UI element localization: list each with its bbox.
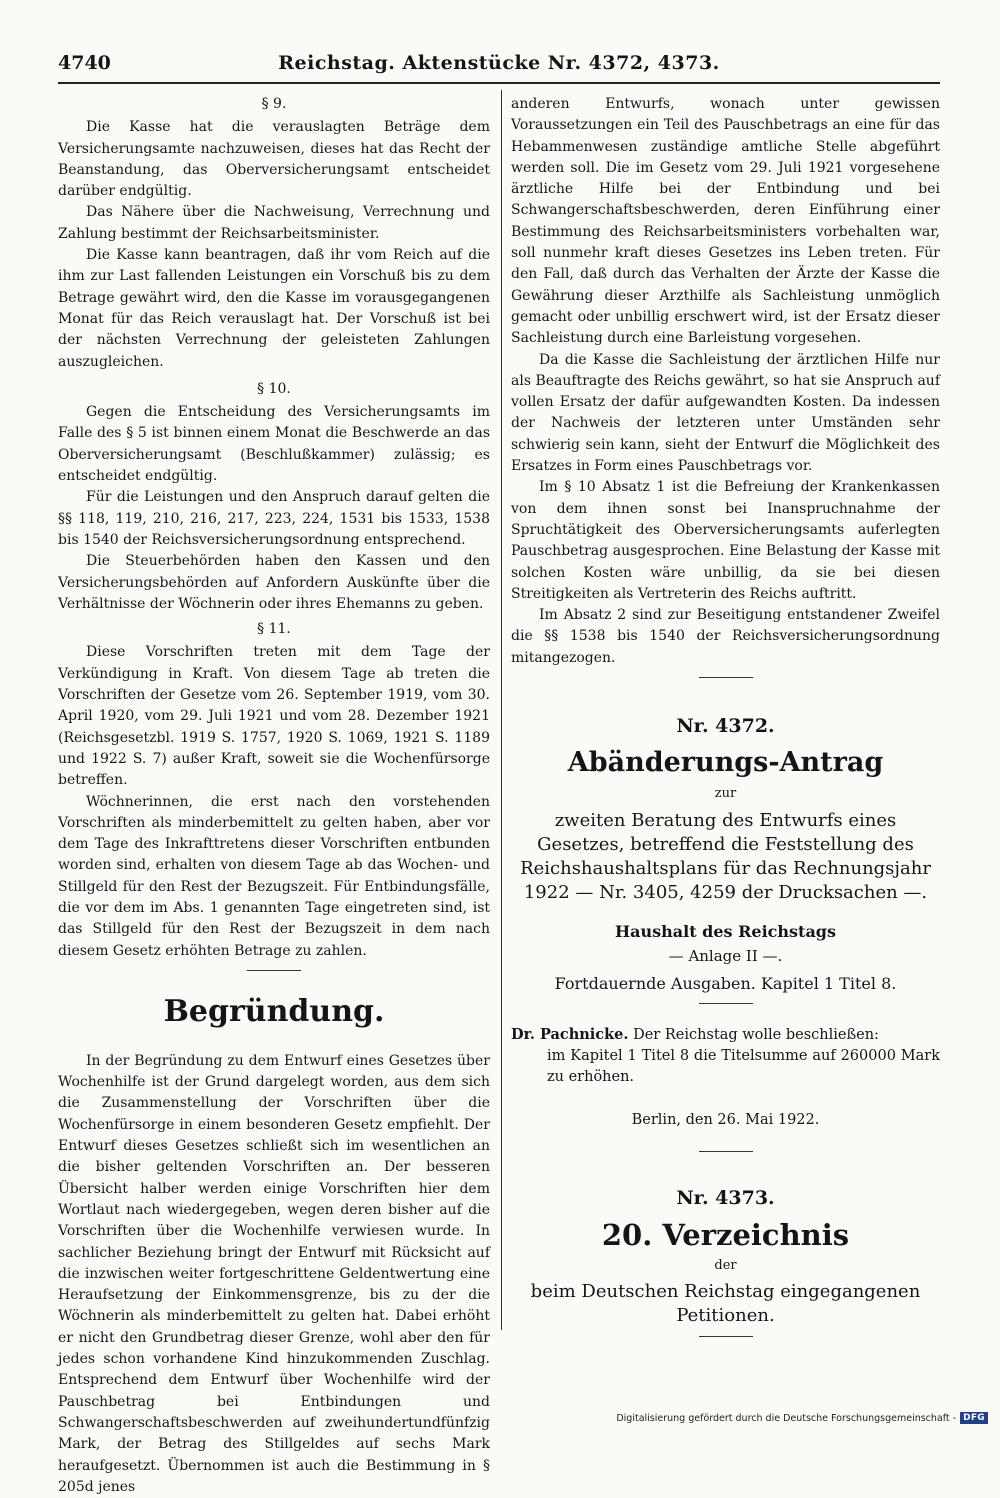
document-number-4372: Nr. 4372.	[676, 715, 775, 738]
separator-rule	[699, 677, 753, 678]
section-10-paragraph-3: Die Steuerbehörden haben den Kassen und den Versicherungsbehörden auf Anfordern Auskünfte über die Verhältnisse der Wöchnerin oder ihres Ehemanns zu geben.	[58, 553, 490, 612]
begruendung-paragraph-1: In der Begründung zu dem Entwurf eines Gesetzes über Wochenhilfe ist der Grund dargelegt worden, aus dem sich die Zusammenstellung der Vorschriften über die Wochenfürsorge in einem besonderen Gesetz empfiehlt. Der Entwurf dieses Gesetzes schließt sich im wesentlichen an die bisher geltenden Vorschriften an. Der besseren Übersicht halber werden einige Vorschriften hier dem Wortlaut nach wiedergegeben, wegen deren bisher auf die Vorschriften über die Wochenhilfe verwiesen wurde. In sachlicher Beziehung bringt der Entwurf mit Rücksicht auf die inzwischen weiter fortgeschrittene Geldentwertung eine Heraufsetzung der Einkommensgrenze, bis zu der die Wöchnerin als minderbemittelt zu gelten hat. Dabei erhöht er nicht den Grundbetrag dieser Grenze, wohl aber den für jedes schon vorhandene Kind hinzukommenden Zuschlag. Entsprechend dem Entwurf über Wochenhilfe wird der Pauschbetrag bei Entbindungen und Schwangerschaftsbeschwerden auf zweihundertundfünfzig Mark, der Betrag des Stillgeldes auf sechs Mark heraufgesetzt. Übernommen ist auch die Bestimmung in § 205d jenes	[58, 1052, 490, 1495]
separator-rule	[247, 970, 301, 971]
begruendung-continued-paragraph-1: anderen Entwurfs, wonach unter gewissen Voraussetzungen ein Teil des Pauschbetrags an eine für das Hebammenwesen zuständige amtliche Stelle abgeführt werden soll. Die im Gesetz vom 29. Juli 1921 vorgesehene ärztliche Hilfe bei der Entbindung und bei Schwangerschaftsbeschwerden, deren Einführung einer Bestimmung des Reichsarbeitsministers vorbehalten war, soll nunmehr kraft dieses Gesetzes ins Leben treten. Für den Fall, daß durch das Verhalten der Ärzte der Kasse die Gewährung dieser Arzthilfe als Sachleistung unmöglich gemacht oder unbillig erschwert wird, ist der Ersatz dieser Sachleistung durch eine Barleistung vorgesehen.	[511, 96, 940, 347]
place-date: Berlin, den 26. Mai 1922.	[631, 1111, 820, 1128]
ausgaben-line: Fortdauernde Ausgaben. Kapitel 1 Titel 8.	[554, 974, 897, 994]
separator-rule	[699, 1003, 753, 1004]
section-11-heading: § 11.	[257, 621, 291, 638]
section-9-paragraph-1: Die Kasse hat die verauslagten Beträge dem Versicherungsamte nachzuweisen, dieses hat das Recht der Beanstandung, das Oberversicherungsamt entscheidet darüber endgültig.	[58, 119, 490, 200]
section-10-heading: § 10.	[257, 380, 291, 397]
section-10-paragraph-1: Gegen die Entscheidung des Versicherungsamts im Falle des § 5 ist binnen einem Monat die Beschwerde an das Oberversicherungsamt (Beschlußkammer) zulässig; es entscheidet endgültig.	[58, 404, 490, 485]
verzeichnis-title: 20. Verzeichnis	[601, 1218, 850, 1253]
haushalt-heading: Haushalt des Reichstags	[615, 921, 836, 941]
separator-rule	[699, 1151, 753, 1152]
header-rule	[58, 82, 940, 84]
footer-text: Digitalisierung gefördert durch die Deutsche Forschungsgemeinschaft -	[616, 1412, 957, 1424]
antrag-zur: zur	[714, 786, 737, 802]
page-number: 4740	[58, 52, 111, 74]
motion-block	[511, 1024, 940, 1088]
motion-body: im Kapitel 1 Titel 8 die Titelsumme auf 260000 Mark zu erhöhen.	[547, 1047, 940, 1085]
section-10-paragraph-2: Für die Leistungen und den Anspruch darauf gelten die §§ 118, 119, 210, 216, 217, 223, 224, 1531 bis 1533, 1538 bis 1540 der Reichsversicherungsordnung entsprechend.	[58, 489, 490, 548]
begruendung-continued-paragraph-2: Da die Kasse die Sachleistung der ärztlichen Hilfe nur als Beauftragte des Reichs gewährt, so hat sie Anspruch auf vollen Ersatz der dafür aufgewandten Kosten. Da indessen der Nachweis der letzteren unter Umständen sehr schwierig sein kann, sieht der Entwurf die Möglichkeit des Ersatzes in Form eines Pauschbetrags vor.	[511, 351, 940, 475]
begruendung-continued-paragraph-3: Im § 10 Absatz 1 ist die Befreiung der Krankenkassen von dem ihnen sonst bei Inanspruchnahme der Spruchtätigkeit des Oberversicherungsamts auferlegten Pauschbetrag ausgesprochen. Eine Belastung der Kasse mit solchen Kosten wäre unbillig, da sie bei diesen Streitigkeiten als Vertreterin des Reichs auftritt.	[511, 479, 940, 602]
antrag-subtitle: zweiten Beratung des Entwurfs eines Gesetzes, betreffend die Feststellung des Reichshaushaltsplans für das Rechnungsjahr 1922 — Nr. 3405, 4259 der Drucksachen —.	[520, 809, 931, 903]
page-header	[58, 44, 940, 82]
anlage-line: — Anlage II —.	[668, 946, 783, 965]
verzeichnis-der: der	[714, 1258, 737, 1274]
column-divider	[501, 90, 502, 1330]
begruendung-continued-paragraph-4: Im Absatz 2 sind zur Beseitigung entstandener Zweifel die §§ 1538 bis 1540 der Reichsversicherungsordnung mitangezogen.	[511, 607, 940, 666]
section-9-paragraph-2: Das Nähere über die Nachweisung, Verrechnung und Zahlung bestimmt der Reichsarbeitsminister.	[58, 204, 490, 242]
right-column	[511, 94, 940, 1345]
running-title: Reichstag. Aktenstücke Nr. 4372, 4373.	[278, 52, 720, 74]
section-9-paragraph-3: Die Kasse kann beantragen, daß ihr vom Reich auf die ihm zur Last fallenden Leistungen ein Vorschuß bis zu dem Betrage gewährt wird, den die Kasse im vorausgegangenen Monat für das Reich verauslagt hat. Der Vorschuß ist bei der nächsten Verrechnung der geleisteten Zahlungen auszugleichen.	[58, 247, 490, 370]
left-column	[58, 94, 490, 1498]
section-11-paragraph-1: Diese Vorschriften treten mit dem Tage der Verkündigung in Kraft. Von diesem Tage ab treten die Vorschriften der Gesetze vom 26. September 1919, vom 30. April 1920, vom 29. Juli 1921 und vom 28. Dezember 1921 (Reichsgesetzbl. 1919 S. 1757, 1920 S. 1069, 1921 S. 1189 und 1922 S. 7) außer Kraft, soweit sie die Wochenfürsorge betreffen.	[58, 644, 490, 789]
dfg-logo: DFG	[960, 1412, 988, 1424]
motion-intro: Der Reichstag wolle beschließen:	[633, 1026, 879, 1043]
section-9-heading: § 9.	[261, 96, 287, 112]
separator-rule	[699, 1336, 753, 1337]
document-number-4373: Nr. 4373.	[676, 1186, 775, 1209]
verzeichnis-subtitle: beim Deutschen Reichstag eingegangenen Petitionen.	[530, 1281, 921, 1327]
footer-credit	[616, 1412, 988, 1424]
antrag-title: Abänderungs-Antrag	[567, 747, 884, 779]
signatory: Dr. Pachnicke.	[511, 1025, 629, 1043]
section-11-paragraph-2: Wöchnerinnen, die erst nach den vorstehenden Vorschriften als minderbemittelt zu gelten haben, aber vor dem Tage des Inkrafttretens dieser Vorschriften entbunden worden sind, erhalten von diesem Tage ab das Wochen- und Stillgeld für den Rest der Bezugszeit. Für Entbindungsfälle, die vor dem im Abs. 1 genannten Tage eingetreten sind, ist das Stillgeld für den Rest der Bezugszeit in dem nach diesem Gesetz erhöhten Betrage zu zahlen.	[58, 793, 490, 959]
begruendung-heading: Begründung.	[163, 993, 385, 1029]
